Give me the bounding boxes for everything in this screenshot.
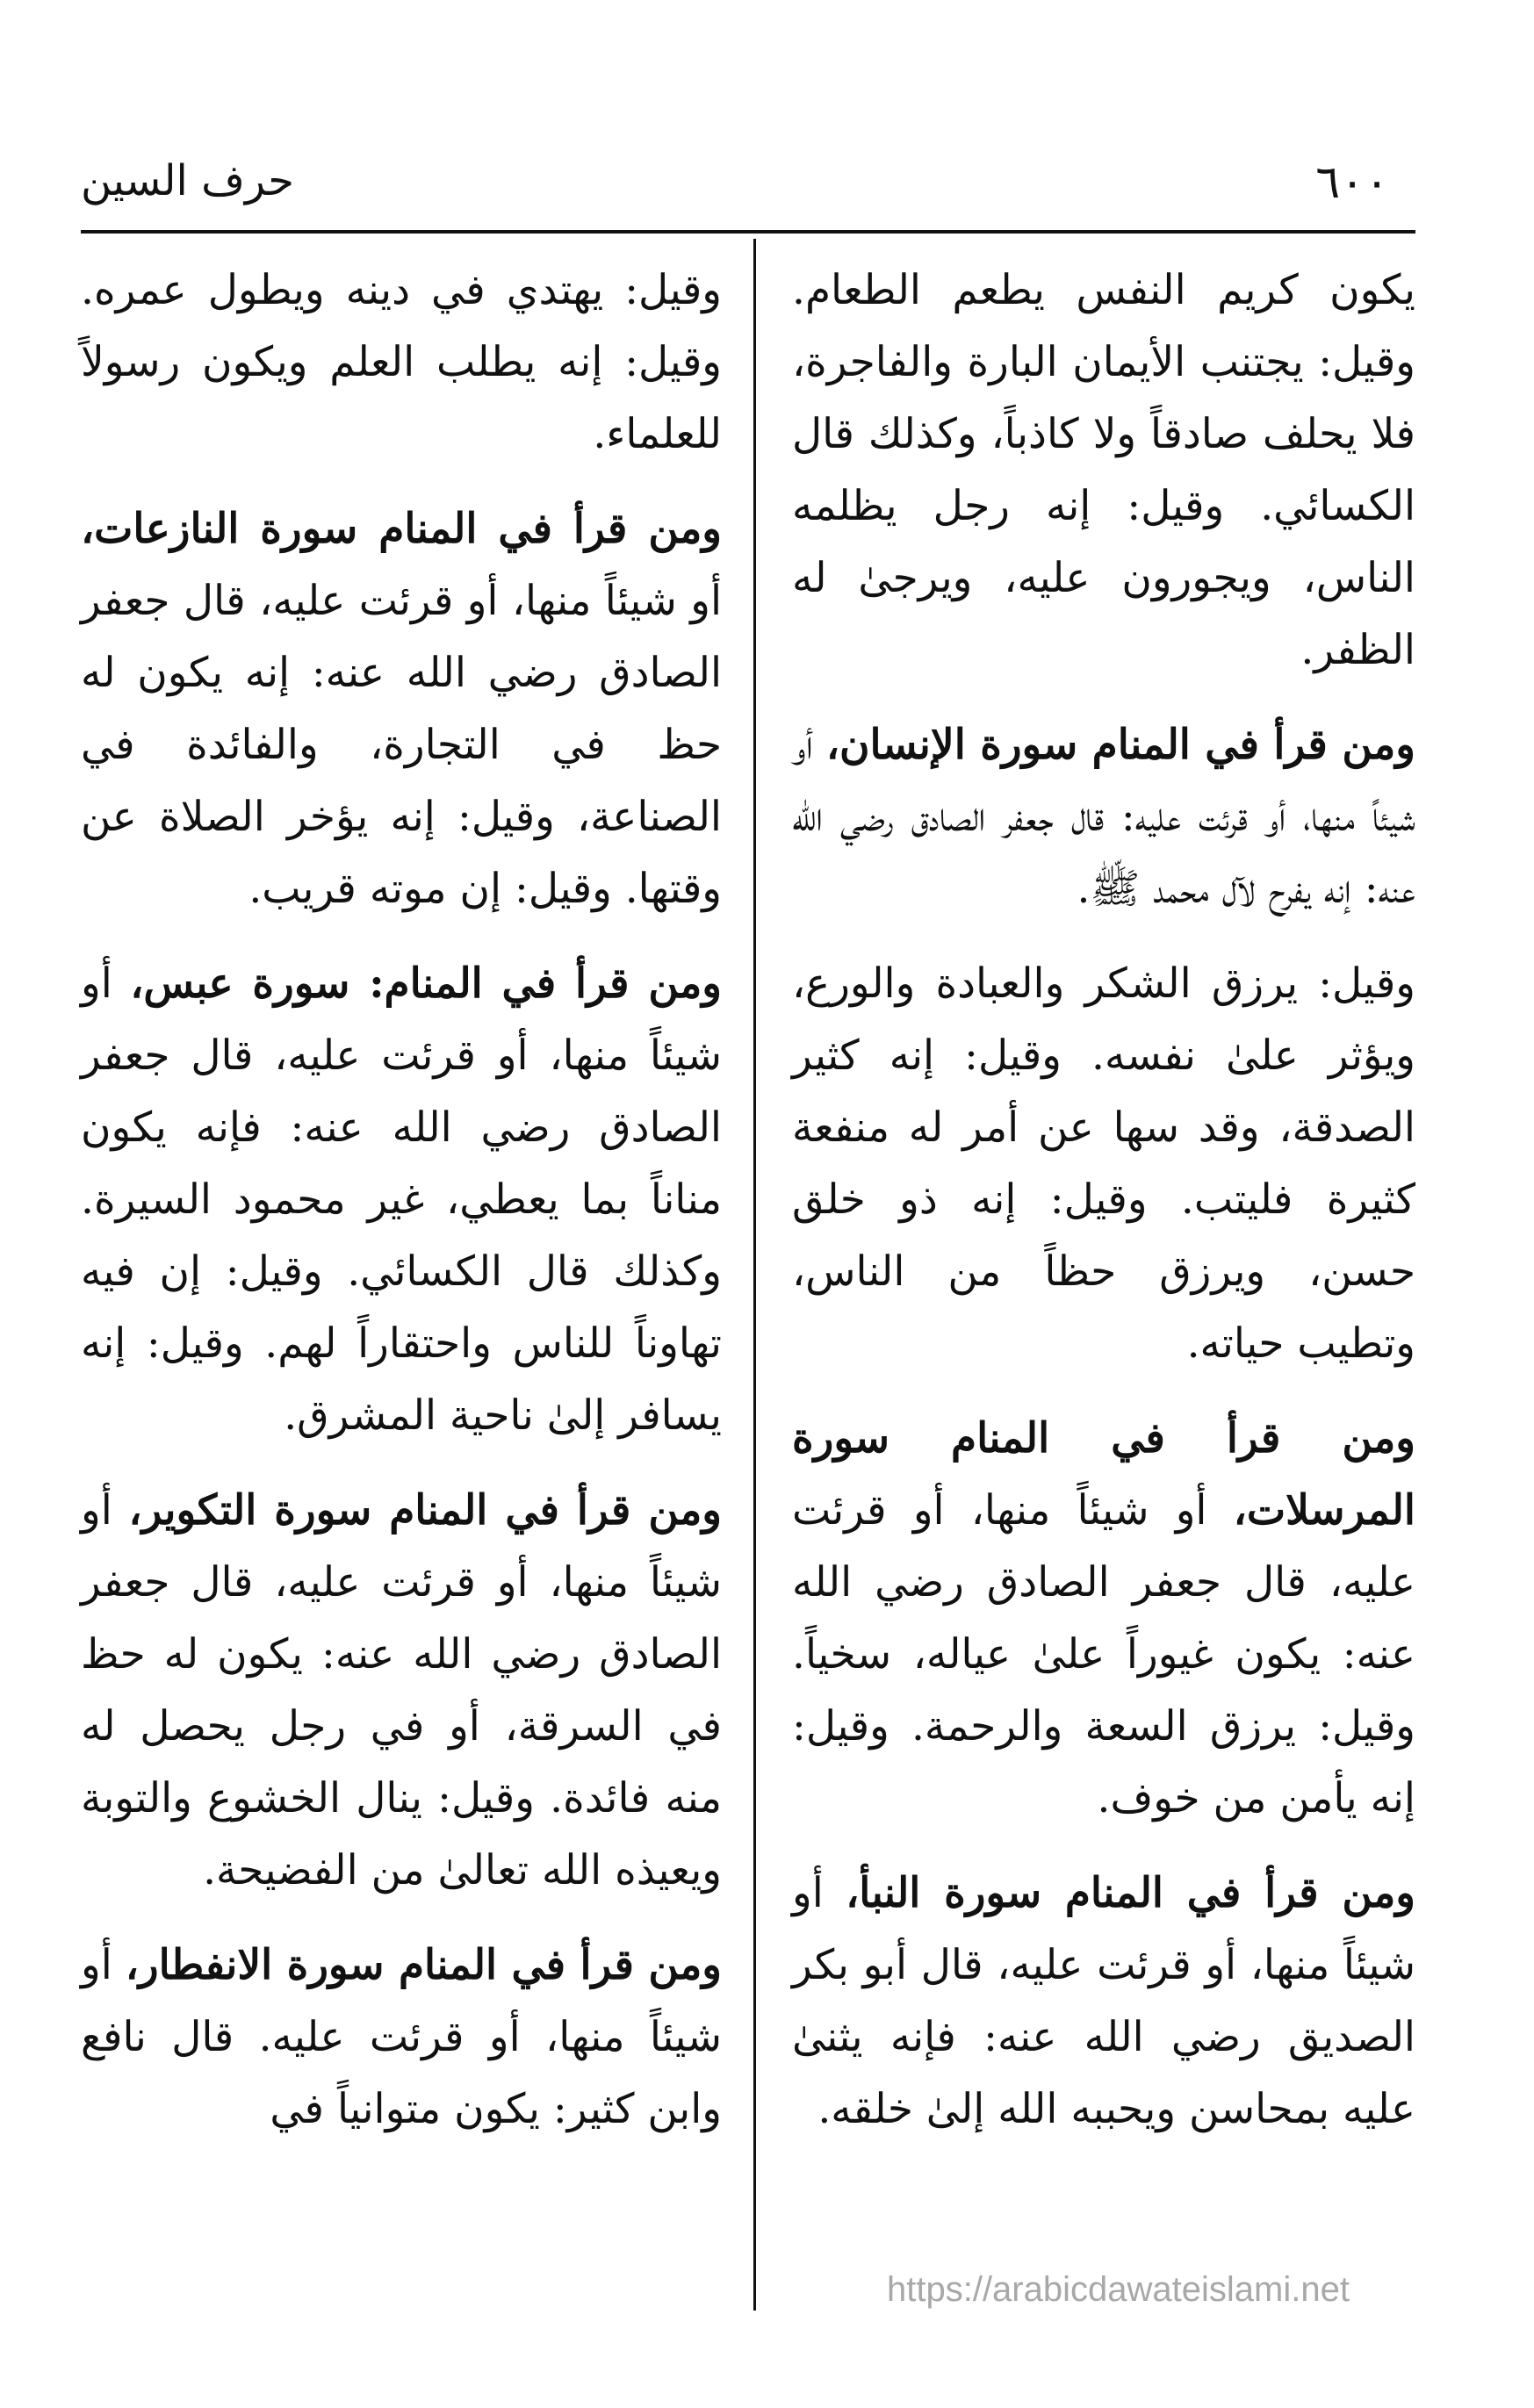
paragraph xyxy=(81,255,722,471)
paragraph-lead: ومن قرأ في المنام سورة النازعات، xyxy=(81,505,722,553)
paragraph xyxy=(81,493,722,925)
right-column xyxy=(792,255,1415,2168)
paragraph xyxy=(81,1475,722,1907)
header-rule xyxy=(81,230,1415,234)
paragraph xyxy=(792,1858,1415,2146)
paragraph-text: أو شيئاً منها، أو قرئت عليه. قال نافع وابن كثير: يكون متوانياً في xyxy=(81,1941,722,2133)
watermark-url: https://arabicdawateislami.net xyxy=(887,2270,1350,2309)
paragraph-text: أو شيئاً منها، أو قرئت عليه، قال جعفر الصادق رضي الله عنه: إنه يكون له حظ في التجارة، والفائدة في الصناعة، وقيل: إنه يؤخر الصلاة عن وقتها. وقيل: إن موته قريب. xyxy=(81,577,722,913)
left-column xyxy=(81,255,722,2168)
paragraph xyxy=(81,948,722,1452)
paragraph-text: أو شيئاً منها، أو قرئت عليه، قال جعفر الصادق رضي الله عنه: فإنه يكون مناناً بما يعطي، غير محمود السيرة. وكذلك قال الكسائي. وقيل: إن فيه تهاوناً للناس واحتقاراً لهم. وقيل: إنه يسافر إلىٰ ناحية المشرق. xyxy=(81,960,722,1440)
paragraph xyxy=(792,1403,1415,1835)
paragraph xyxy=(792,255,1415,686)
paragraph-lead: ومن قرأ في المنام سورة الانفطار، xyxy=(125,1941,722,1989)
paragraph xyxy=(792,948,1415,1380)
paragraph-text: أو شيئاً منها، أو قرئت عليه، قال جعفر الصادق رضي الله عنه: يكون غيوراً علىٰ عياله، سخياً. وقيل: يرزق السعة والرحمة. وقيل: إنه يأمن من خوف. xyxy=(792,1486,1415,1822)
paragraph-text: أو شيئاً منها، أو قرئت عليه، قال جعفر الصادق رضي الله عنه: يكون له حظ في السرقة، أو في رجل يحصل له منه فائدة. وقيل: ينال الخشوع والتوبة ويعيذه الله تعالىٰ من الفضيحة. xyxy=(81,1486,722,1894)
paragraph-lead: ومن قرأ في المنام: سورة عبس، xyxy=(130,960,722,1008)
page-number: ٦٠٠ xyxy=(1315,156,1389,209)
paragraph-text: وقيل: يرزق الشكر والعبادة والورع، ويؤثر علىٰ نفسه. وقيل: إنه كثير الصدقة، وقد سها عن أمر له منفعة كثيرة فليتب. وقيل: إنه ذو خلق حسن، ويرزق حظاً من الناس، وتطيب حياته. xyxy=(792,960,1415,1368)
paragraph-lead: ومن قرأ في المنام سورة المرسلات، xyxy=(792,1414,1415,1535)
paragraph-lead: ومن قرأ في المنام سورة التكوير، xyxy=(128,1486,722,1535)
paragraph-text: أو شيئاً منها، أو قرئت عليه، قال أبو بكر الصديق رضي الله عنه: فإنه يثنىٰ عليه بمحاسن ويحببه الله إلىٰ خلقه. xyxy=(792,1869,1415,2133)
paragraph-lead: ومن قرأ في المنام سورة النبأ، xyxy=(846,1869,1415,1917)
chapter-title: حرف السين xyxy=(81,156,294,205)
paragraph xyxy=(792,709,1415,925)
paragraph-lead: ومن قرأ في المنام سورة الإنسان، xyxy=(825,721,1415,769)
paragraph-text: يكون كريم النفس يطعم الطعام. وقيل: يجتنب الأيمان البارة والفاجرة، فلا يحلف صادقاً ولا كاذباً، وكذلك قال الكسائي. وقيل: إنه رجل يظلمه الناس، ويجورون عليه، ويرجىٰ له الظفر. xyxy=(792,266,1415,674)
page-header xyxy=(81,132,1415,211)
paragraph xyxy=(81,1930,722,2146)
paragraph-text: أو شيئاً منها، أو قرئت عليه: قال جعفر الصادق رضي الله عنه: إنه يفرح لآل محمد ﷺ. xyxy=(792,721,1415,913)
column-divider xyxy=(753,239,756,2311)
paragraph-text: وقيل: يهتدي في دينه ويطول عمره. وقيل: إنه يطلب العلم ويكون رسولاً للعلماء. xyxy=(81,266,722,458)
